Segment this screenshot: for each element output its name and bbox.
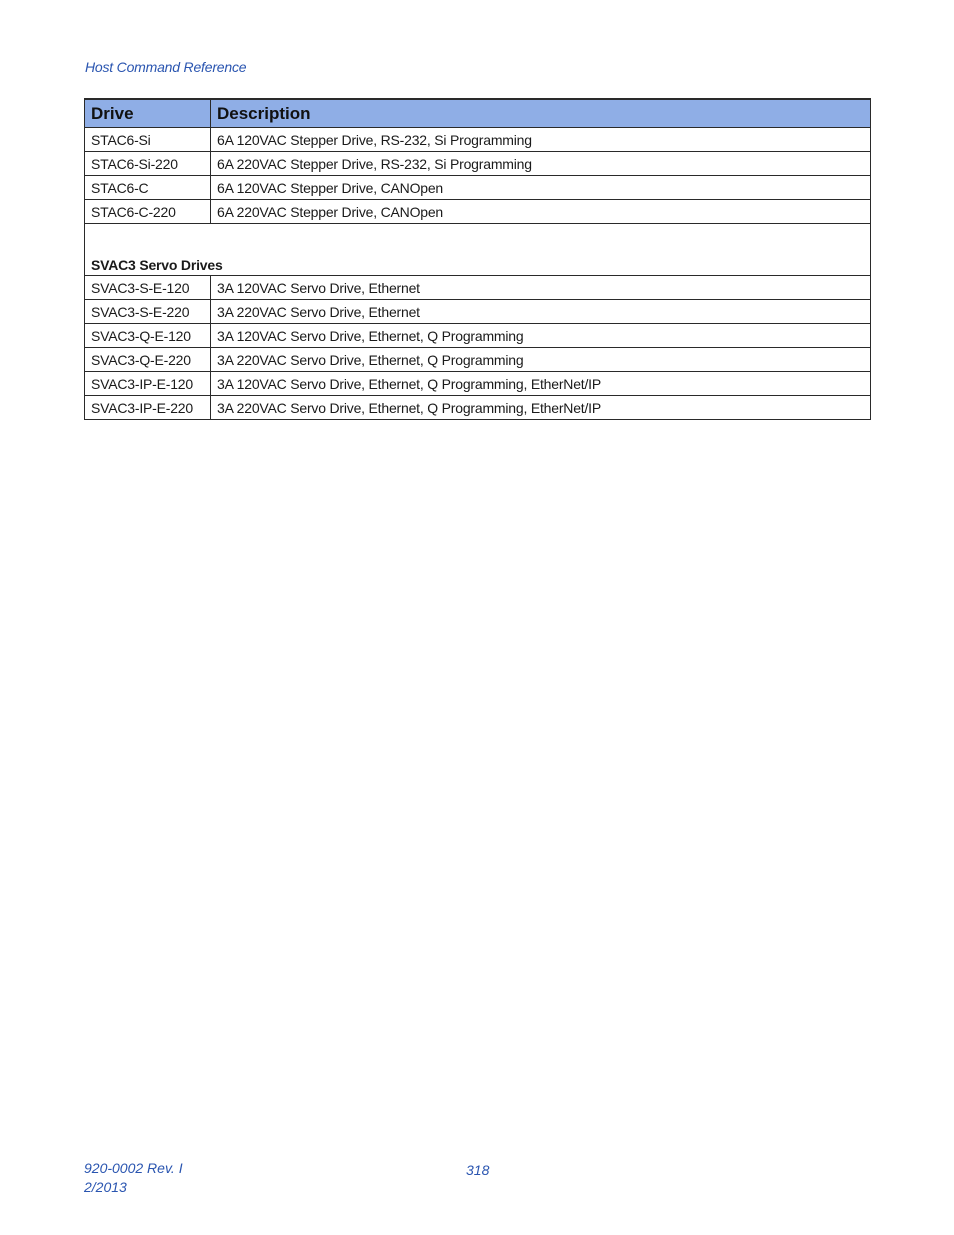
section-heading-row [85, 224, 871, 276]
footer-date: 2/2013 [84, 1179, 127, 1195]
footer-page-number: 318 [466, 1162, 490, 1178]
column-header-description: Description [211, 99, 871, 128]
table-row [85, 276, 871, 300]
table-row [85, 152, 871, 176]
table-header-row [85, 99, 871, 128]
table-row [85, 128, 871, 152]
drive-cell: SVAC3-IP-E-120 [85, 372, 211, 396]
table-row [85, 348, 871, 372]
drive-cell: STAC6-Si-220 [85, 152, 211, 176]
table-row [85, 372, 871, 396]
description-cell: 3A 220VAC Servo Drive, Ethernet, Q Programming [211, 348, 871, 372]
column-header-drive: Drive [85, 99, 211, 128]
description-cell: 3A 220VAC Servo Drive, Ethernet [211, 300, 871, 324]
description-cell: 3A 220VAC Servo Drive, Ethernet, Q Programming, EtherNet/IP [211, 396, 871, 420]
running-header-title: Host Command Reference [85, 59, 247, 75]
description-cell: 3A 120VAC Servo Drive, Ethernet, Q Programming, EtherNet/IP [211, 372, 871, 396]
drive-cell: SVAC3-Q-E-120 [85, 324, 211, 348]
drive-cell: SVAC3-Q-E-220 [85, 348, 211, 372]
description-cell: 6A 220VAC Stepper Drive, CANOpen [211, 200, 871, 224]
drive-table [84, 98, 871, 420]
drive-cell: SVAC3-S-E-220 [85, 300, 211, 324]
footer-doc-info [84, 1159, 183, 1197]
description-cell: 6A 120VAC Stepper Drive, RS-232, Si Programming [211, 128, 871, 152]
table-row [85, 300, 871, 324]
drive-cell: SVAC3-IP-E-220 [85, 396, 211, 420]
drive-cell: STAC6-C-220 [85, 200, 211, 224]
table-row [85, 396, 871, 420]
description-cell: 6A 120VAC Stepper Drive, CANOpen [211, 176, 871, 200]
footer-doc-number: 920-0002 Rev. I [84, 1160, 183, 1176]
drive-cell: STAC6-Si [85, 128, 211, 152]
drive-cell: STAC6-C [85, 176, 211, 200]
table-row [85, 176, 871, 200]
description-cell: 3A 120VAC Servo Drive, Ethernet [211, 276, 871, 300]
description-cell: 6A 220VAC Stepper Drive, RS-232, Si Programming [211, 152, 871, 176]
section-heading-svac3: SVAC3 Servo Drives [85, 224, 871, 276]
drive-cell: SVAC3-S-E-120 [85, 276, 211, 300]
table-row [85, 200, 871, 224]
table-row [85, 324, 871, 348]
description-cell: 3A 120VAC Servo Drive, Ethernet, Q Programming [211, 324, 871, 348]
